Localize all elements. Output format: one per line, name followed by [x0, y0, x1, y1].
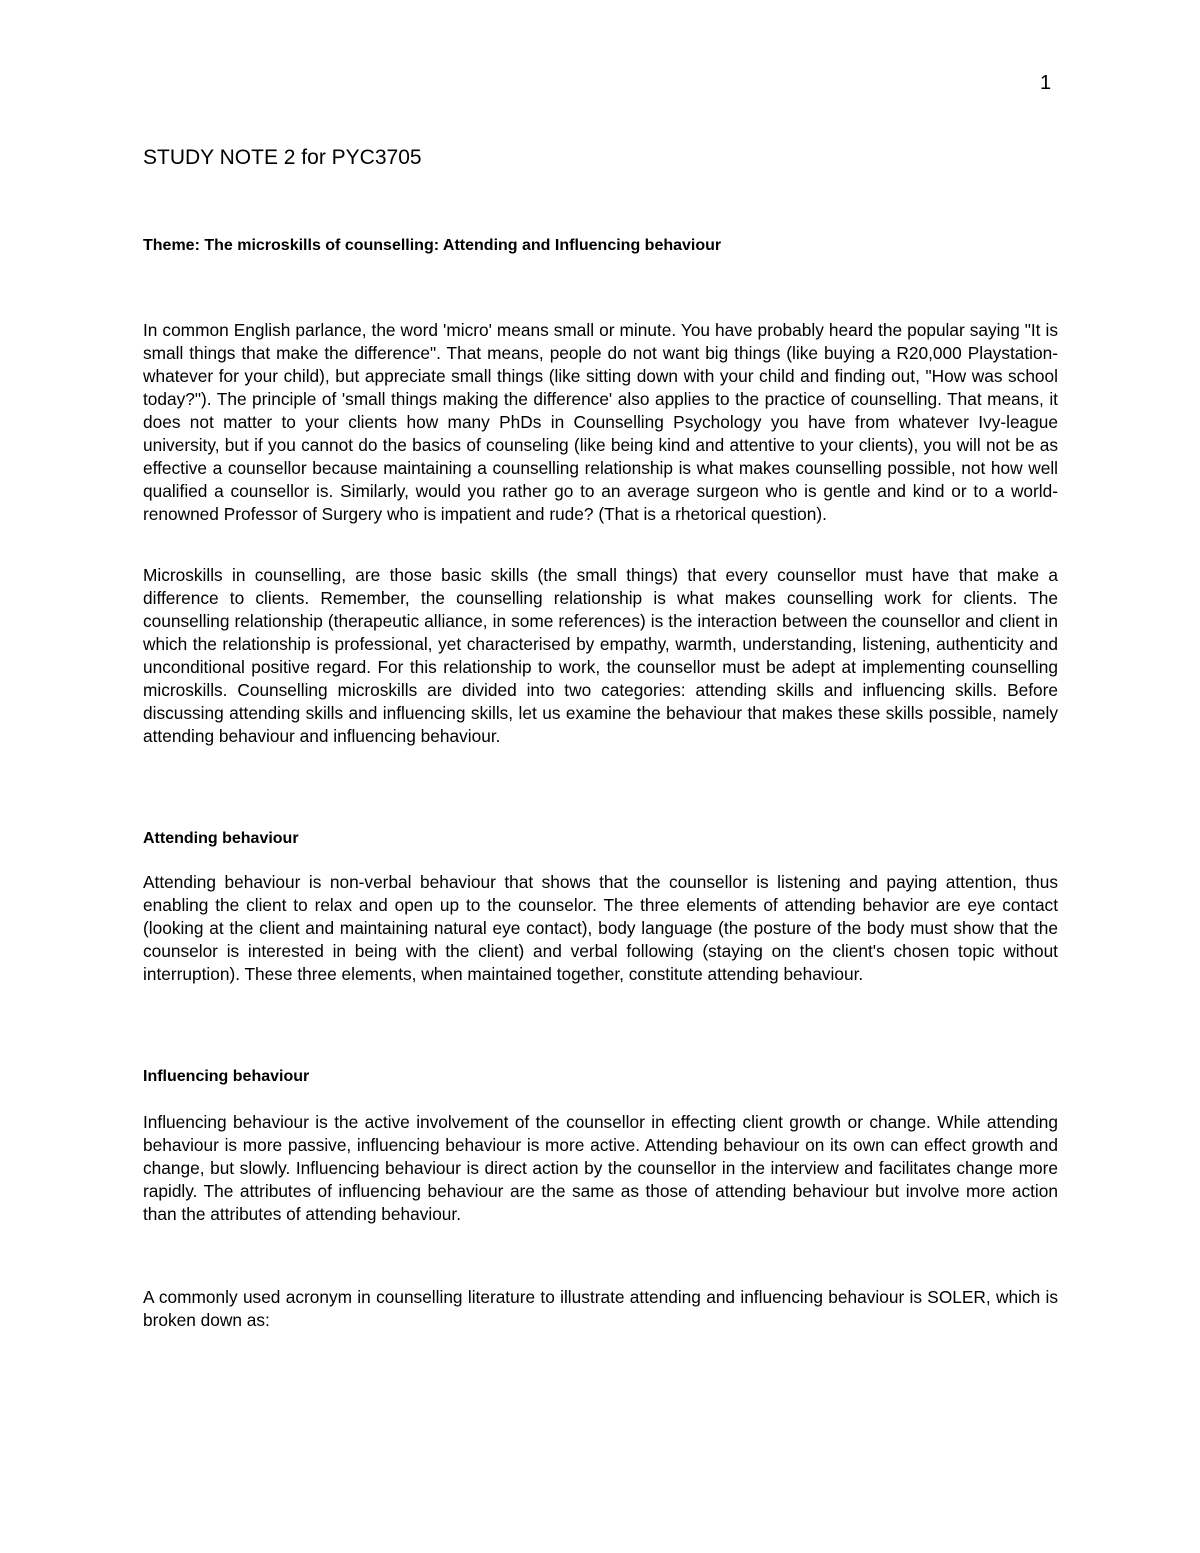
document-title: STUDY NOTE 2 for PYC3705 — [143, 146, 422, 169]
intro-paragraph: In common English parlance, the word 'micro' means small or minute. You have probably heard the popular saying "It is small things that make the difference". That means, people do not want big things (like buying a R20,000 Playstation-whatever for your child), but appreciate small things (like sitting down with your child and finding out, "How was school today?"). The principle of 'small things making the difference' also applies to the practice of counselling. That means, it does not matter to your clients how many PhDs in Counselling Psychology you have from whatever Ivy-league university, but if you cannot do the basics of counseling (like being kind and attentive to your clients), you will not be as effective a counsellor because maintaining a counselling relationship is what makes counselling possible, not how well qualified a counsellor is. Similarly, would you rather go to an average surgeon who is gentle and kind or to a world-renowned Professor of Surgery who is impatient and rude? (That is a rhetorical question). — [143, 320, 1058, 524]
attending-behaviour-heading: Attending behaviour — [143, 830, 299, 847]
attending-behaviour-paragraph: Attending behaviour is non-verbal behaviour that shows that the counsellor is listening and paying attention, thus enabling the client to relax and open up to the counselor. The three elements of attending behavior are eye contact (looking at the client and maintaining natural eye contact), body language (the posture of the body must show that the counselor is interested in being with the client) and verbal following (staying on the client's chosen topic without interruption). These three elements, when maintained together, constitute attending behaviour. — [143, 872, 1058, 984]
theme-heading: Theme: The microskills of counselling: Attending and Influencing behaviour — [143, 237, 722, 254]
page-number: 1 — [1040, 72, 1052, 94]
microskills-paragraph: Microskills in counselling, are those basic skills (the small things) that every counsellor must have that make a difference to clients. Remember, the counselling relationship is what makes counselling work for clients. The counselling relationship (therapeutic alliance, in some references) is the interaction between the counsellor and client in which the relationship is professional, yet characterised by empathy, warmth, understanding, listening, authenticity and unconditional positive regard. For this relationship to work, the counsellor must be adept at implementing counselling microskills. Counselling microskills are divided into two categories: attending skills and influencing skills. Before discussing attending skills and influencing skills, let us examine the behaviour that makes these skills possible, namely attending behaviour and influencing behaviour. — [143, 565, 1058, 746]
influencing-behaviour-paragraph: Influencing behaviour is the active involvement of the counsellor in effecting client growth or change. While attending behaviour is more passive, influencing behaviour is more active. Attending behaviour on its own can effect growth and change, but slowly. Influencing behaviour is direct action by the counsellor in the interview and facilitates change more rapidly. The attributes of influencing behaviour are the same as those of attending behaviour but involve more action than the attributes of attending behaviour. — [143, 1112, 1058, 1224]
influencing-behaviour-heading: Influencing behaviour — [143, 1068, 310, 1085]
soler-intro-paragraph: A commonly used acronym in counselling literature to illustrate attending and influencing behaviour is SOLER, which is broken down as: — [143, 1287, 1058, 1330]
